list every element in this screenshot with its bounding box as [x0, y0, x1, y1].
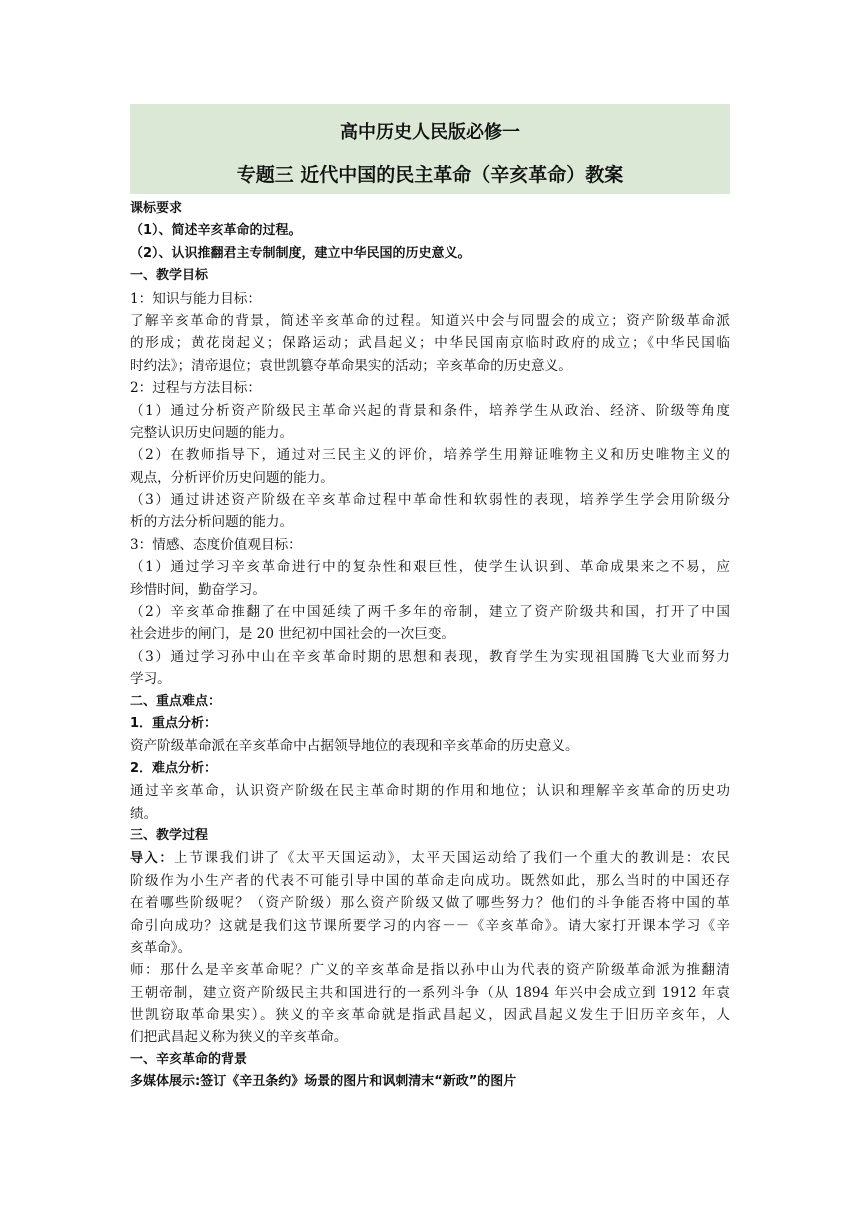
- section-heading: （2）、认识推翻君主专制制度，建立中华民国的历史意义。: [130, 245, 471, 261]
- title-box: [130, 104, 730, 194]
- body-line: 1：知识与能力目标：: [130, 290, 261, 307]
- lead-text: 上节课我们讲了《太平天国运动》，太平天国运动给了我们一个重大的教训是：农民: [174, 850, 730, 867]
- document-title: 高中历史人民版必修一: [340, 122, 520, 143]
- body-line: 资产阶级革命派在辛亥革命中占据领导地位的表现和辛亥革命的历史意义。: [130, 738, 579, 755]
- body-line: 阶级作为小生产者的代表不可能引导中国的革命走向成功。既然如此，那么当时的中国还存: [130, 872, 730, 889]
- body-line: （1）通过学习辛亥革命进行中的复杂性和艰巨性，使学生认识到、革命成果来之不易，应: [130, 559, 730, 576]
- body-line: （3）通过学习孙中山在辛亥革命时期的思想和表现，教育学生为实现祖国腾飞大业而努力: [130, 648, 730, 665]
- body-line: 世凯窃取革命果实）。狭义的辛亥革命就是指武昌起义，因武昌起义发生于旧历辛亥年，人: [130, 1007, 730, 1024]
- section-heading: 三、教学过程: [130, 827, 209, 843]
- body-line: 珍惜时间，勤奋学习。: [130, 581, 266, 598]
- body-line: [130, 847, 730, 869]
- section-heading: 课标要求: [130, 201, 183, 216]
- body-line: 亥革命》。: [130, 939, 192, 956]
- body-line: 学习。: [130, 671, 171, 688]
- document-body: [130, 198, 730, 1094]
- body-line: （1）通过分析资产阶级民主革命兴起的背景和条件，培养学生从政治、经济、阶级等角度: [130, 402, 730, 419]
- body-line: 观点，分析评价历史问题的能力。: [130, 469, 334, 486]
- body-line: 了解辛亥革命的背景，简述辛亥革命的过程。知道兴中会与同盟会的成立；资产阶级革命派: [130, 312, 730, 329]
- body-line: 社会进步的闸门，是 20 世纪初中国社会的一次巨变。: [130, 626, 456, 643]
- body-line: 3：情感、态度价值观目标：: [130, 536, 302, 553]
- body-line: （2）辛亥革命推翻了在中国延续了两千多年的帝制，建立了资产阶级共和国，打开了中国: [130, 604, 730, 621]
- section-heading: 一、教学目标: [130, 268, 209, 284]
- body-line: 完整认识历史问题的能力。: [130, 424, 294, 441]
- document-subtitle: 专题三 近代中国的民主革命（辛亥革命）教案: [236, 164, 624, 186]
- body-line: 们把武昌起义称为狭义的辛亥革命。: [130, 1029, 348, 1046]
- body-line: （2）在教师指导下，通过对三民主义的评价，培养学生用辩证唯物主义和历史唯物主义的: [130, 447, 730, 464]
- body-line: （3）通过讲述资产阶级在辛亥革命过程中革命性和软弱性的表现，培养学生学会用阶级分: [130, 492, 730, 509]
- body-line: 的形成；黄花岗起义；保路运动；武昌起义；中华民国南京临时政府的成立；《中华民国临: [130, 335, 730, 352]
- section-heading: 2．难点分析：: [130, 760, 218, 776]
- section-heading: 多媒体展示:签订《辛丑条约》场景的图片和讽刺清末“新政”的图片: [130, 1074, 517, 1090]
- section-heading: （1）、简述辛亥革命的过程。: [130, 223, 302, 239]
- section-heading: 一、辛亥革命的背景: [130, 1051, 248, 1067]
- body-line: 2：过程与方法目标：: [130, 380, 261, 397]
- body-line: 师：那什么是辛亥革命呢？广义的辛亥革命是指以孙中山为代表的资产阶级革命派为推翻清: [130, 962, 730, 979]
- body-line: 在着哪些阶级呢？（资产阶级）那么资产阶级又做了哪些努力？他们的斗争能否将中国的革: [130, 895, 730, 912]
- lead-label: 导入：: [130, 851, 174, 867]
- body-line: 命引向成功？这就是我们这节课所要学习的内容－－《辛亥革命》。请大家打开课本学习《辛: [130, 917, 730, 934]
- body-line: 时约法》；清帝退位；袁世凯篡夺革命果实的活动；辛亥革命的历史意义。: [130, 357, 572, 374]
- body-line: 绩。: [130, 805, 158, 822]
- body-line: 通过辛亥革命，认识资产阶级在民主革命时期的作用和地位；认识和理解辛亥革命的历史功: [130, 783, 730, 800]
- body-line: 王朝帝制，建立资产阶级民主共和国进行的一系列斗争（从 1894 年兴中会成立到 1912 年袁: [130, 984, 730, 1001]
- section-heading: 二、重点难点：: [130, 693, 222, 709]
- section-heading: 1．重点分析：: [130, 715, 218, 731]
- body-line: 析的方法分析问题的能力。: [130, 514, 294, 531]
